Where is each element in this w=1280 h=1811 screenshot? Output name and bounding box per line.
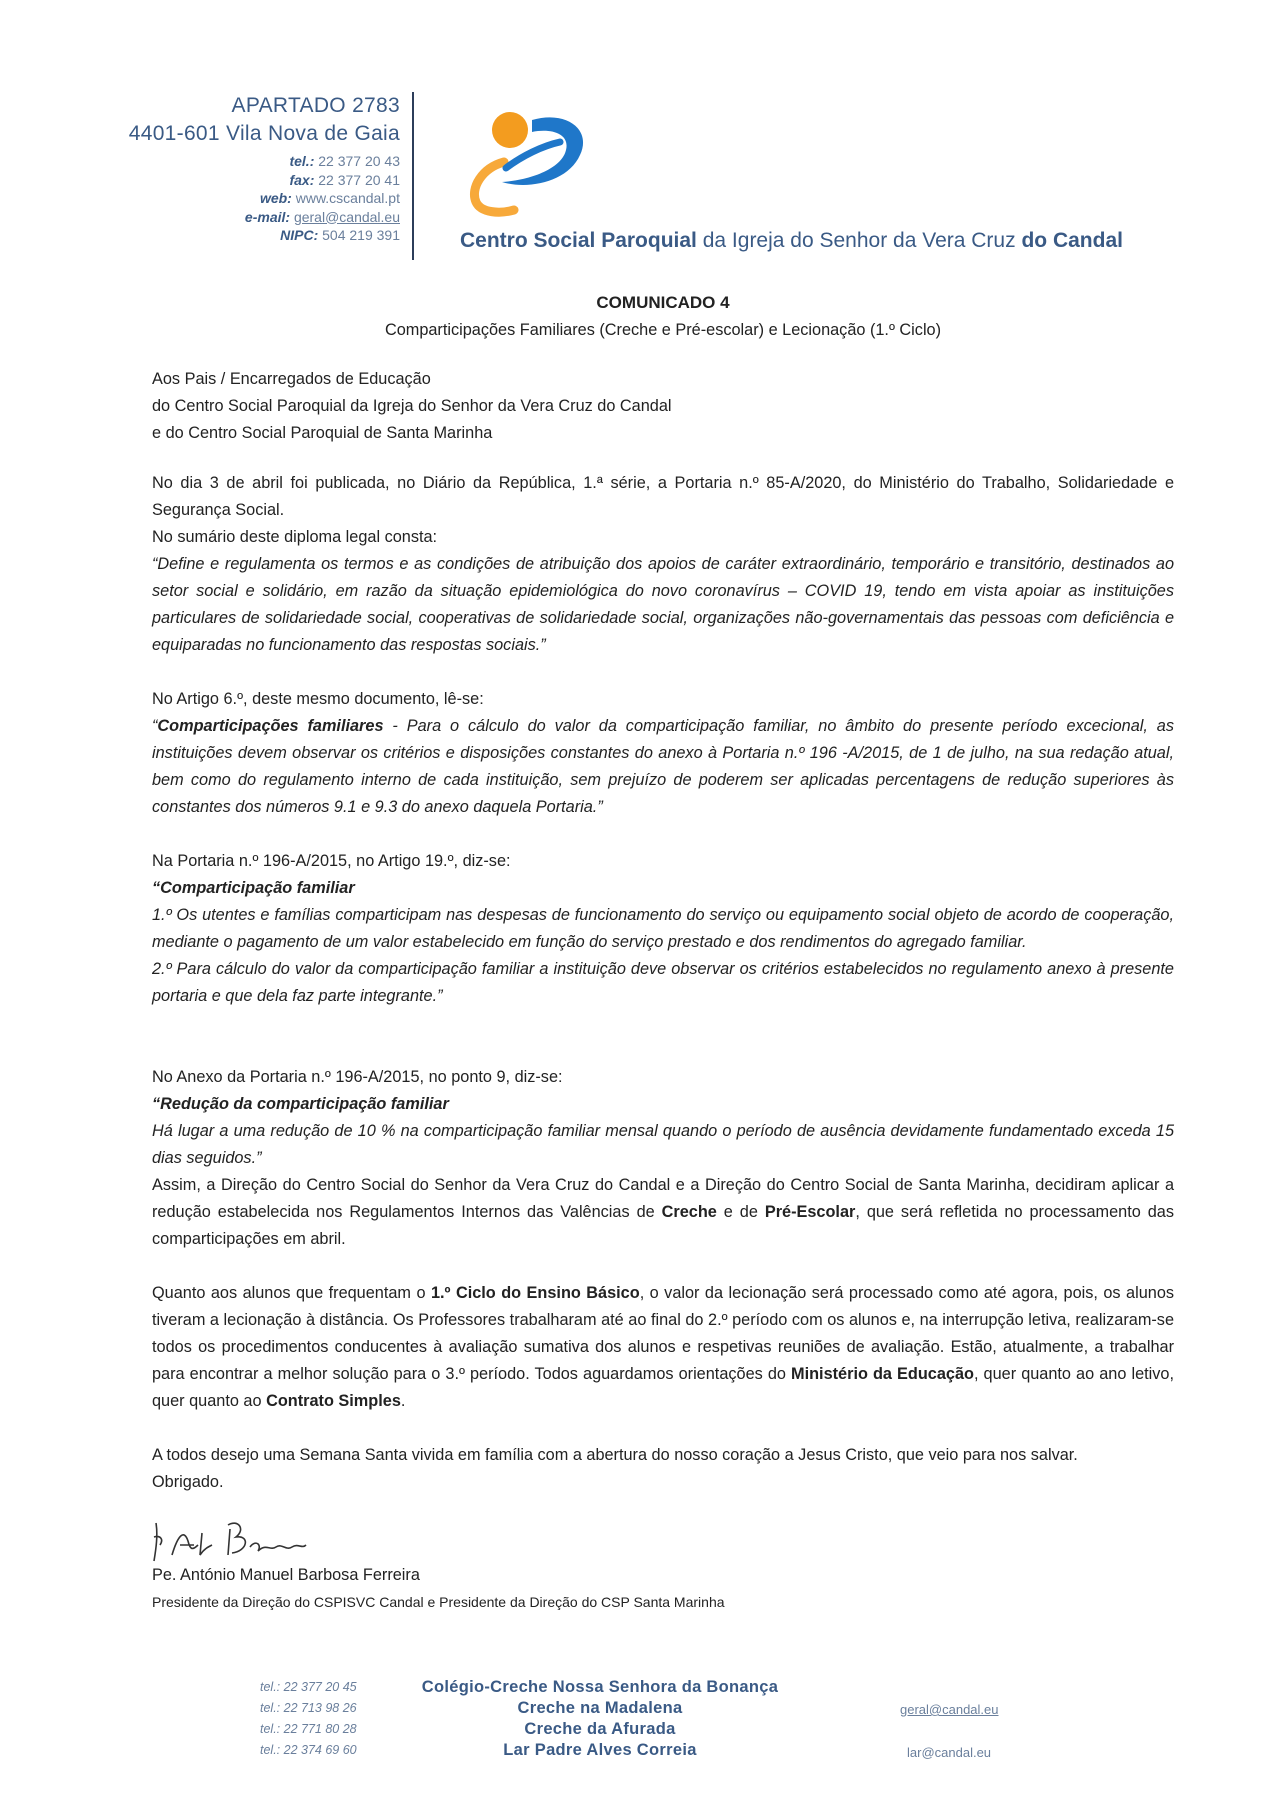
fax-line: fax: 22 377 20 41: [289, 171, 400, 188]
footer-email-geral[interactable]: geral@candal.eu: [900, 1702, 999, 1717]
article19-paragraph: [152, 848, 1174, 1010]
footer-phone: tel.: 22 713 98 26: [260, 1701, 357, 1715]
para2: No Artigo 6.º, deste mesmo documento, lê-se:: [152, 690, 484, 708]
signature: [150, 1515, 310, 1565]
para1b: No sumário deste diploma legal consta:: [152, 528, 438, 546]
annex-paragraph: [152, 1064, 1174, 1253]
quote3-point2: 2.º Para cálculo do valor da comparticipação familiar a instituição deve observar os critérios estabelecidos no regulamento anexo à presente portaria e que dela faz parte integrante.”: [152, 960, 1174, 1005]
para1: No dia 3 de abril foi publicada, no Diário da República, 1.ª série, a Portaria n.º 85-A/2020, do Ministério do Trabalho, Solidariedade e Segurança Social.: [152, 474, 1174, 519]
para4: No Anexo da Portaria n.º 196-A/2015, no ponto 9, diz-se:: [152, 1068, 563, 1086]
quote2: “Comparticipações familiares - Para o cálculo do valor da comparticipação familiar, no âmbito do presente período excecional, as instituições devem observar os critérios e disposições constantes do anexo à Portaria n.º 196 -A/2015, de 1 de julho, na sua redação atual, bem como do regulamento interno de cada instituição, sem prejuízo de poderem ser aplicadas percentagens de redução superiores às constantes dos números 9.1 e 9.3 do anexo daquela Portaria.”: [152, 717, 1175, 816]
footer-phone: tel.: 22 374 69 60: [260, 1743, 357, 1757]
email-link[interactable]: geral@candal.eu: [293, 208, 400, 225]
web-link[interactable]: www.cscandal.pt: [295, 190, 400, 206]
quote4-text: Há lugar a uma redução de 10 % na comparticipação familiar mensal quando o período de ausência devidamente fundamentado exceda 15 dias seguidos.”: [152, 1122, 1174, 1167]
first-cycle-paragraph: [152, 1280, 1174, 1415]
para6: Quanto aos alunos que frequentam o 1.º Ciclo do Ensino Básico, o valor da lecionação será processado como até agora, pois, os alunos tiveram a lecionação à distância. Os Professores trabalharam até ao final do 2.º período com os alunos e, na interrupção letiva, realizaram-se todos os procedimentos conducentes à avaliação sumativa dos alunos e respetivas reuniões de avaliação. Estão, atualmente, a trabalhar para encontrar a melhor solução para o 3.º período. Todos aguardamos orientações do Ministério da Educação, quer quanto ao ano letivo, quer quanto ao Contrato Simples.: [152, 1284, 1175, 1410]
document-title: COMUNICADO 4: [596, 293, 730, 312]
decision-paragraph: Assim, a Direção do Centro Social do Senhor da Vera Cruz do Candal e a Direção do Centro Social de Santa Marinha, decidiram aplicar a redução estabelecida nos Regulamentos Internos das Valências de Creche e de Pré-Escolar, que será refletida no processamento das comparticipações em abril.: [152, 1176, 1174, 1248]
quote3-title: “Comparticipação familiar: [152, 879, 355, 897]
addressees: [152, 366, 1174, 447]
footer-center: Creche na Madalena: [517, 1699, 683, 1717]
thanks: Obrigado.: [152, 1473, 224, 1491]
addressee-line: e do Centro Social Paroquial de Santa Marinha: [152, 424, 493, 442]
email-line: e-mail: geral@candal.eu: [244, 208, 400, 225]
addressee-line: Aos Pais / Encarregados de Educação: [152, 370, 431, 388]
header-contact-block: [60, 92, 400, 245]
para3: Na Portaria n.º 196-A/2015, no Artigo 19.º, diz-se:: [152, 852, 511, 870]
header-divider: [412, 92, 414, 260]
footer-center: Colégio-Creche Nossa Senhora da Bonança: [421, 1678, 779, 1696]
addressee-line: do Centro Social Paroquial da Igreja do Senhor da Vera Cruz do Candal: [152, 397, 672, 415]
footer-centers: [390, 1677, 810, 1761]
quote1: “Define e regulamenta os termos e as condições de atribuição dos apoios de caráter extraordinário, temporário e transitório, destinados ao setor social e solidário, em razão da situação epidemiológica do novo coronavírus – COVID 19, tendo em vista apoiar as instituições particulares de solidariedade social, cooperativas de solidariedade social, organizações não-governamentais das pessoas com deficiência e equiparadas no funcionamento das respostas sociais.”: [152, 555, 1174, 654]
para7: A todos desejo uma Semana Santa vivida em família com a abertura do nosso coração a Jesus Cristo, que veio para nos salvar.: [152, 1446, 1078, 1464]
intro-paragraph: [152, 470, 1174, 659]
footer-center: Lar Padre Alves Correia: [503, 1741, 697, 1759]
footer-phones: [260, 1677, 370, 1761]
web-line: web: www.cscandal.pt: [259, 190, 400, 206]
address-line2: 4401-601 Vila Nova de Gaia: [128, 122, 400, 145]
signer-name: Pe. António Manuel Barbosa Ferreira: [152, 1566, 420, 1584]
document-subtitle: Comparticipações Familiares (Creche e Pré-escolar) e Lecionação (1.º Ciclo): [384, 321, 942, 339]
article6-paragraph: [152, 686, 1174, 821]
address-line1: APARTADO 2783: [231, 94, 400, 117]
organization-name: Centro Social Paroquial da Igreja do Senhor da Vera Cruz do Candal: [460, 229, 1123, 252]
quote3-point1: 1.º Os utentes e famílias comparticipam nas despesas de funcionamento do serviço ou equipamento social objeto de acordo de cooperação, mediante o pagamento de um valor estabelecido em função do serviço prestado e dos rendimentos do agregado familiar.: [152, 906, 1174, 951]
footer-phone: tel.: 22 377 20 45: [260, 1680, 357, 1694]
signer-role: Presidente da Direção do CSPISVC Candal e Presidente da Direção do CSP Santa Marinha: [152, 1594, 725, 1610]
organization-logo: [462, 110, 592, 220]
quote4-title: “Redução da comparticipação familiar: [152, 1095, 449, 1113]
footer-email-lar[interactable]: lar@candal.eu: [907, 1745, 992, 1760]
footer-center: Creche da Afurada: [524, 1720, 676, 1738]
tel-line: tel.: 22 377 20 43: [289, 153, 400, 169]
footer-phone: tel.: 22 771 80 28: [260, 1722, 357, 1736]
closing-paragraph: [152, 1442, 1174, 1496]
nipc-line: NIPC: 504 219 391: [280, 227, 400, 243]
